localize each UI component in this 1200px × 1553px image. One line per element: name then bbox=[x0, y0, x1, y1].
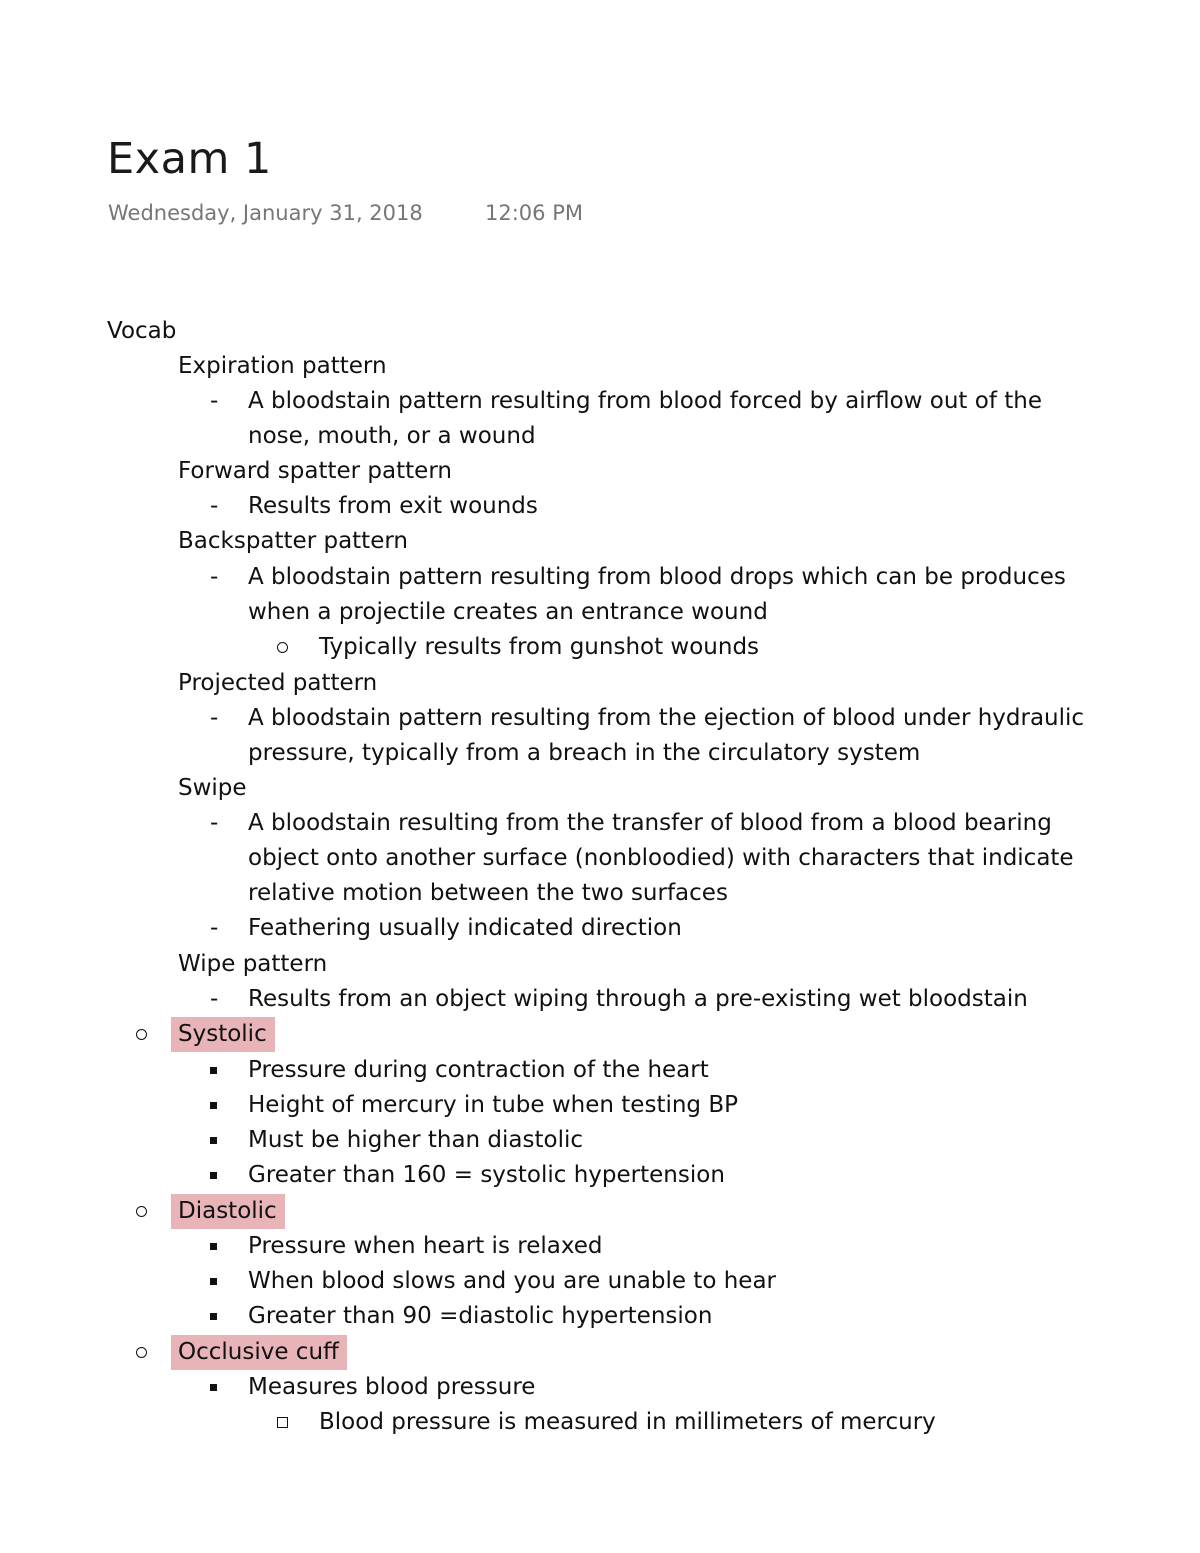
term-wipe: Wipe pattern bbox=[178, 951, 328, 977]
list-item bbox=[0, 1370, 1200, 1405]
square-bullet-icon bbox=[210, 1243, 217, 1250]
page-title: Exam 1 bbox=[107, 134, 272, 184]
square-bullet-icon bbox=[210, 1067, 217, 1074]
dash-bullet: - bbox=[210, 810, 219, 836]
definition-text: Results from exit wounds bbox=[248, 493, 538, 519]
term-systolic: Systolic bbox=[171, 1017, 275, 1052]
dash-bullet: - bbox=[210, 705, 219, 731]
definition-text: nose, mouth, or a wound bbox=[248, 423, 536, 449]
open-square-bullet-icon bbox=[277, 1417, 288, 1428]
highlighted-term-line bbox=[0, 1335, 1200, 1370]
term-line bbox=[0, 349, 1200, 384]
square-bullet-icon bbox=[210, 1102, 217, 1109]
term-line bbox=[0, 947, 1200, 982]
term-expiration: Expiration pattern bbox=[178, 353, 387, 379]
definition-line bbox=[0, 384, 1200, 419]
term-forward-spatter: Forward spatter pattern bbox=[178, 458, 452, 484]
square-bullet-icon bbox=[210, 1137, 217, 1144]
term-backspatter: Backspatter pattern bbox=[178, 528, 408, 554]
dash-bullet: - bbox=[210, 388, 219, 414]
term-line bbox=[0, 666, 1200, 701]
vocab-heading-line bbox=[0, 314, 1200, 349]
definition-line bbox=[0, 841, 1200, 876]
definition-text: relative motion between the two surfaces bbox=[248, 880, 728, 906]
sub-definition-text: Typically results from gunshot wounds bbox=[319, 634, 760, 660]
definition-line bbox=[0, 806, 1200, 841]
definition-text: Feathering usually indicated direction bbox=[248, 915, 682, 941]
definition-line bbox=[0, 419, 1200, 454]
definition-text: A bloodstain pattern resulting from blood forced by airflow out of the bbox=[248, 388, 1042, 414]
list-item bbox=[0, 1053, 1200, 1088]
list-item bbox=[0, 1264, 1200, 1299]
list-item-text: Pressure when heart is relaxed bbox=[248, 1233, 603, 1259]
term-line bbox=[0, 454, 1200, 489]
definition-line bbox=[0, 595, 1200, 630]
definition-text: when a projectile creates an entrance wound bbox=[248, 599, 768, 625]
circle-bullet-icon bbox=[277, 642, 288, 653]
sub-definition-line bbox=[0, 630, 1200, 665]
list-item-text: When blood slows and you are unable to hear bbox=[248, 1268, 776, 1294]
term-projected: Projected pattern bbox=[178, 670, 378, 696]
definition-line bbox=[0, 560, 1200, 595]
square-bullet-icon bbox=[210, 1313, 217, 1320]
definition-line bbox=[0, 489, 1200, 524]
list-item bbox=[0, 1299, 1200, 1334]
definition-text: object onto another surface (nonbloodied) with characters that indicate bbox=[248, 845, 1074, 871]
dash-bullet: - bbox=[210, 915, 219, 941]
circle-bullet-icon bbox=[136, 1347, 147, 1358]
definition-text: A bloodstain pattern resulting from blood drops which can be produces bbox=[248, 564, 1066, 590]
dash-bullet: - bbox=[210, 564, 219, 590]
definition-line bbox=[0, 982, 1200, 1017]
definition-text: pressure, typically from a breach in the circulatory system bbox=[248, 740, 921, 766]
definition-line bbox=[0, 701, 1200, 736]
definition-text: Results from an object wiping through a pre-existing wet bloodstain bbox=[248, 986, 1028, 1012]
highlighted-term-line bbox=[0, 1194, 1200, 1229]
circle-bullet-icon bbox=[136, 1029, 147, 1040]
term-occlusive-cuff: Occlusive cuff bbox=[171, 1335, 347, 1370]
term-line bbox=[0, 524, 1200, 559]
list-item-text: Greater than 90 =diastolic hypertension bbox=[248, 1303, 713, 1329]
term-line bbox=[0, 771, 1200, 806]
definition-line bbox=[0, 876, 1200, 911]
note-time: 12:06 PM bbox=[485, 201, 583, 225]
list-item-text: Pressure during contraction of the heart bbox=[248, 1057, 709, 1083]
dash-bullet: - bbox=[210, 493, 219, 519]
definition-text: A bloodstain pattern resulting from the ejection of blood under hydraulic bbox=[248, 705, 1085, 731]
note-date: Wednesday, January 31, 2018 bbox=[108, 201, 423, 225]
definition-line bbox=[0, 911, 1200, 946]
list-item bbox=[0, 1229, 1200, 1264]
dash-bullet: - bbox=[210, 986, 219, 1012]
highlighted-term-line bbox=[0, 1017, 1200, 1052]
vocab-heading: Vocab bbox=[107, 318, 177, 344]
term-diastolic: Diastolic bbox=[171, 1194, 285, 1229]
circle-bullet-icon bbox=[136, 1206, 147, 1217]
list-item-text: Measures blood pressure bbox=[248, 1374, 536, 1400]
list-item-text: Height of mercury in tube when testing BP bbox=[248, 1092, 738, 1118]
list-item bbox=[0, 1088, 1200, 1123]
list-item-text: Greater than 160 = systolic hypertension bbox=[248, 1162, 725, 1188]
square-bullet-icon bbox=[210, 1172, 217, 1179]
list-item bbox=[0, 1123, 1200, 1158]
term-swipe: Swipe bbox=[178, 775, 247, 801]
list-item bbox=[0, 1158, 1200, 1193]
definition-text: A bloodstain resulting from the transfer of blood from a blood bearing bbox=[248, 810, 1052, 836]
square-bullet-icon bbox=[210, 1278, 217, 1285]
sub-list-item-text: Blood pressure is measured in millimeters of mercury bbox=[319, 1409, 936, 1435]
definition-line bbox=[0, 736, 1200, 771]
square-bullet-icon bbox=[210, 1384, 217, 1391]
list-item-text: Must be higher than diastolic bbox=[248, 1127, 584, 1153]
sub-list-item bbox=[0, 1405, 1200, 1440]
